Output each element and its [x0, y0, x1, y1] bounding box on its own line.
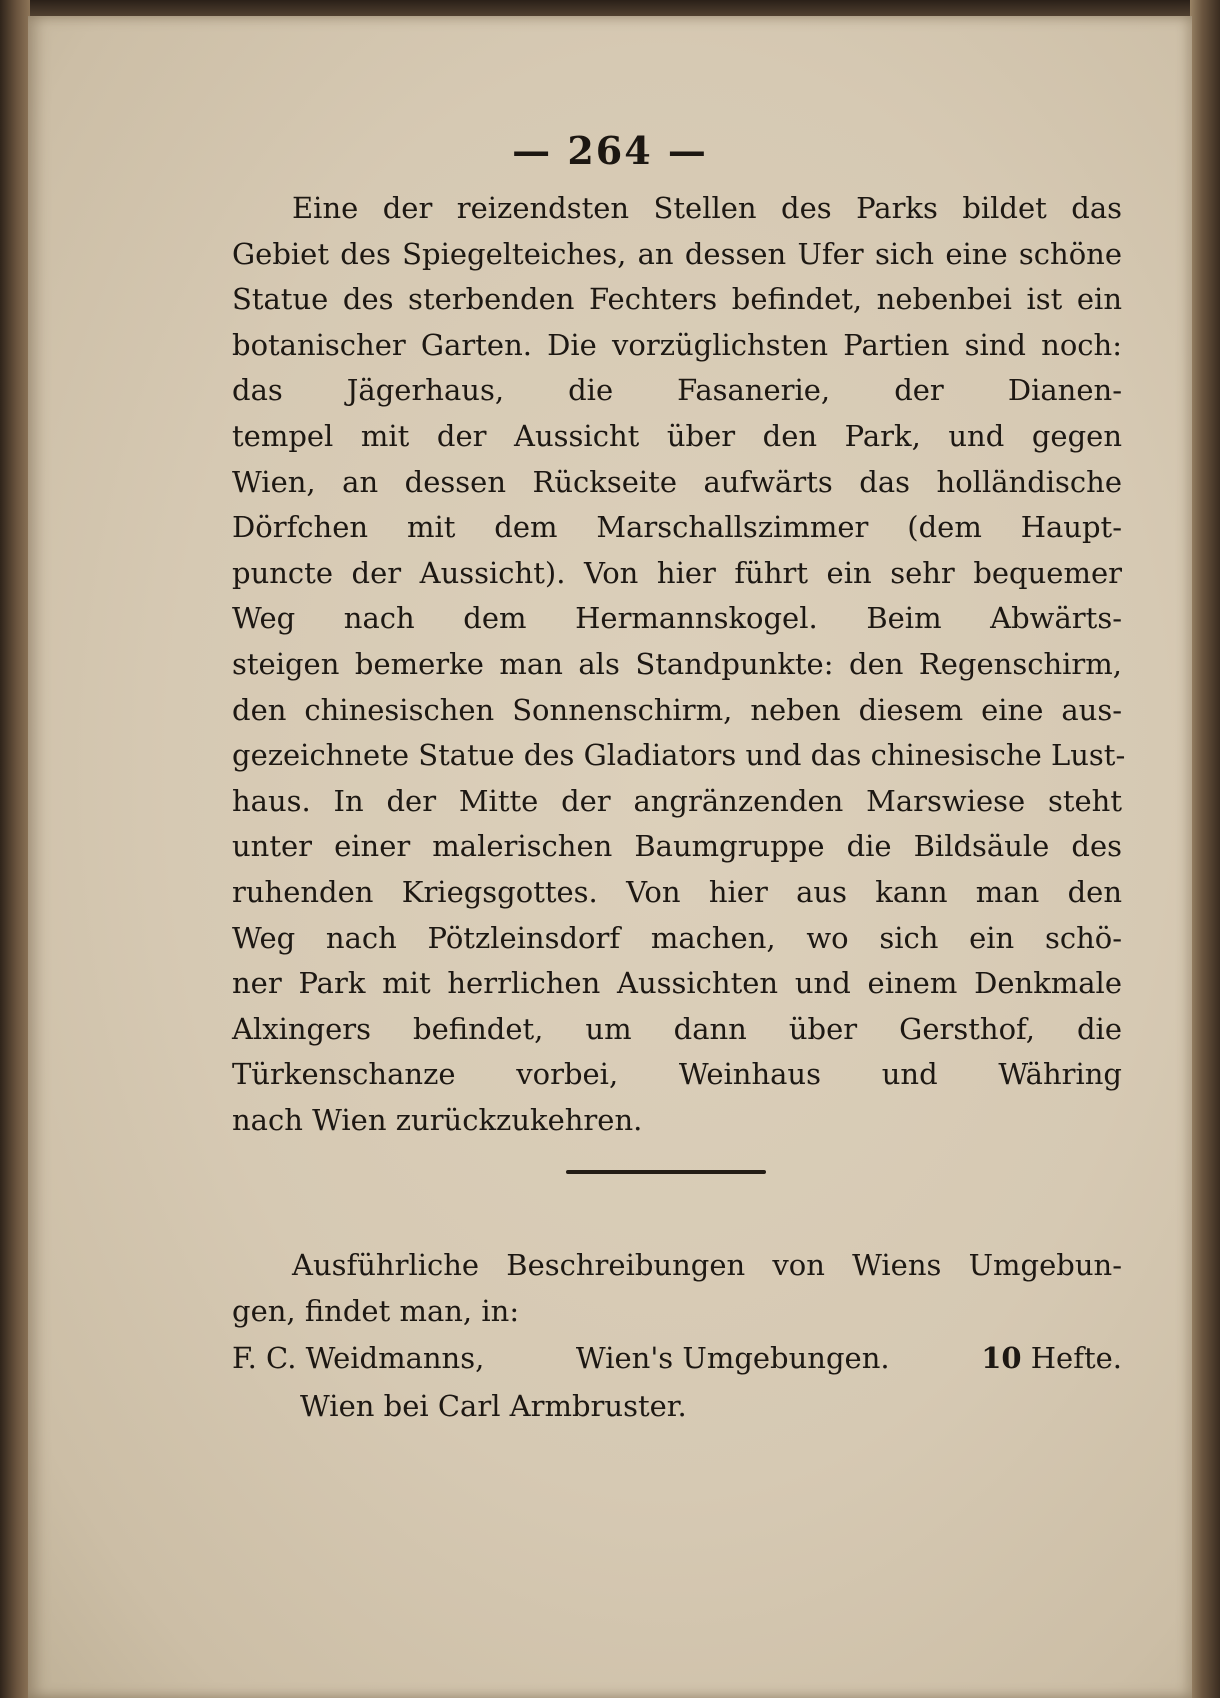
text-line: Dörfchen mit dem Marschallszimmer (dem Haupt-	[232, 510, 1122, 545]
text-line: gen, findet man, in:	[232, 1293, 520, 1328]
book-spine-edge	[0, 0, 30, 1698]
text-line: Alxingers befindet, um dann über Gersthof, die	[232, 1011, 1122, 1046]
text-line: Weg nach Pötzleinsdorf machen, wo sich ein schö-	[232, 920, 1122, 955]
text-line: ner Park mit herrlichen Aussichten und einem Denkmale	[232, 966, 1122, 1001]
text-line: gezeichnete Statue des Gladiators und das chinesische Lust-	[232, 738, 1126, 773]
text-line: ruhenden Kriegsgottes. Von hier aus kann man den	[232, 874, 1122, 909]
body-paragraph	[232, 186, 1126, 1143]
text-line: steigen bemerke man als Standpunkte: den Regenschirm,	[232, 646, 1122, 681]
page-number: — 264 —	[512, 128, 708, 173]
reference-entry	[232, 1334, 1122, 1430]
volume-label: Hefte.	[1030, 1341, 1122, 1375]
printed-page	[28, 16, 1192, 1698]
reference-title: Wien's Umgebungen.	[575, 1341, 890, 1375]
book-fore-edge	[1190, 0, 1220, 1698]
text-line: Eine der reizendsten Stellen des Parks bildet das	[292, 191, 1122, 225]
text-line: nach Wien zurückzukehren.	[232, 1102, 643, 1137]
text-line: botanischer Garten. Die vorzüglichsten Partien sind noch:	[232, 327, 1122, 362]
text-line: Wien, an dessen Rückseite aufwärts das holländische	[232, 464, 1122, 499]
text-line: den chinesischen Sonnenschirm, neben diesem eine aus-	[232, 692, 1122, 727]
volume-count: 10	[981, 1341, 1022, 1375]
text-line: Weg nach dem Hermannskogel. Beim Abwärts-	[232, 601, 1122, 636]
text-line: Statue des sterbenden Fechters befindet, nebenbei ist ein	[232, 282, 1122, 317]
reference-publisher: Wien bei Carl Armbruster.	[300, 1389, 687, 1423]
text-line: puncte der Aussicht). Von hier führt ein sehr bequemer	[232, 555, 1122, 590]
text-line: Türkenschanze vorbei, Weinhaus und Währing	[232, 1057, 1122, 1092]
text-line: tempel mit der Aussicht über den Park, und gegen	[232, 418, 1122, 453]
text-line: unter einer malerischen Baumgruppe die Bildsäule des	[232, 829, 1122, 864]
reference-volumes	[981, 1334, 1122, 1382]
text-line: Ausführliche Beschreibungen von Wiens Umgebun-	[292, 1248, 1122, 1282]
text-line: Gebiet des Spiegelteiches, an dessen Ufer sich eine schöne	[232, 236, 1122, 271]
references-intro	[232, 1242, 1122, 1333]
text-line: das Jägerhaus, die Fasanerie, der Dianen-	[232, 373, 1122, 408]
reference-line	[232, 1334, 1122, 1382]
text-line: haus. In der Mitte der angränzenden Marswiese steht	[232, 783, 1122, 818]
section-divider	[566, 1170, 766, 1174]
reference-author: F. C. Weidmanns,	[232, 1341, 485, 1375]
